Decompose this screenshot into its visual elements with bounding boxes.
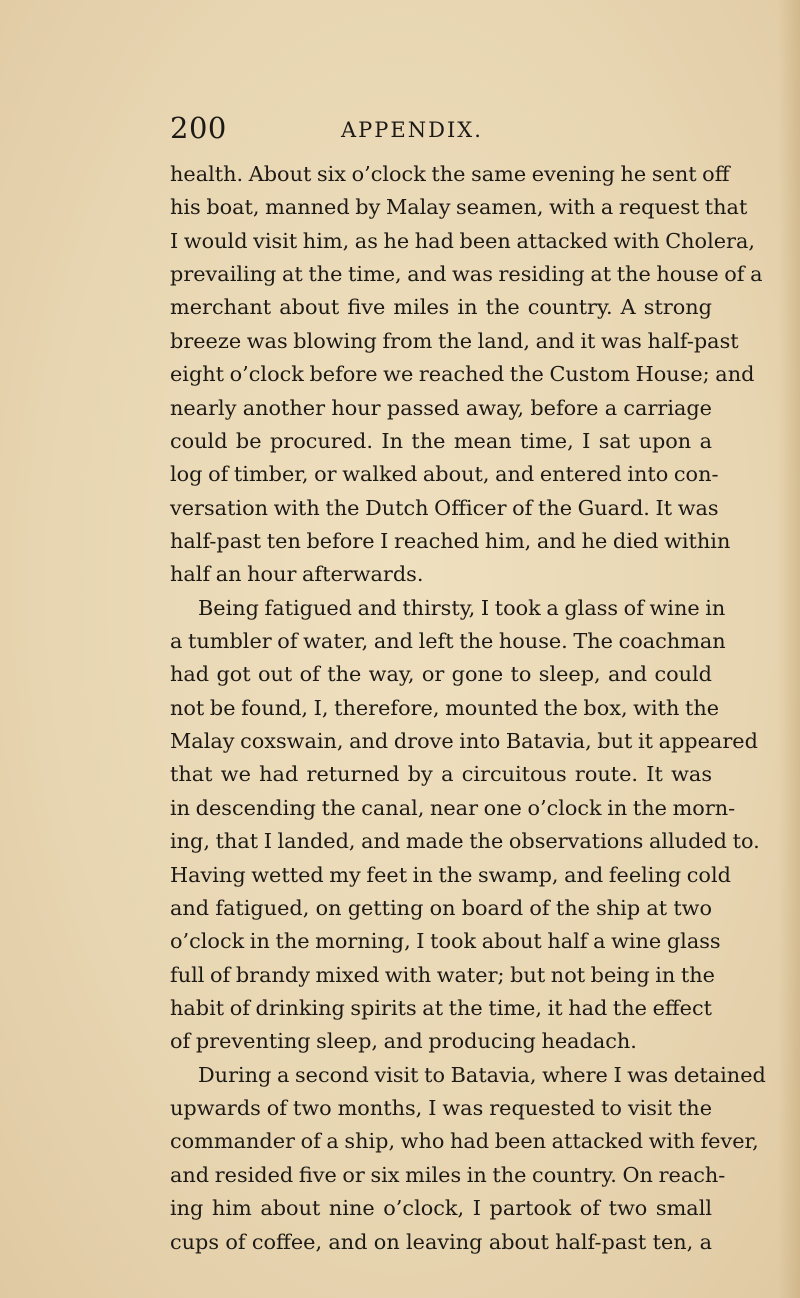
text-line: versation with the Dutch Officer of the Guard. It was [170, 495, 719, 520]
text-line: eight o’clock before we reached the Custom House; and [170, 362, 755, 387]
running-head: APPENDIX. [341, 118, 483, 142]
text-line: I would visit him, as he had been attacked with Cholera, [170, 228, 755, 253]
text-line: commander of a ship, who had been attacked with fever, [170, 1129, 759, 1154]
text-line: of preventing sleep, and producing headach. [170, 1029, 637, 1054]
text-line: in descending the canal, near one o’clock in the morn- [170, 795, 736, 820]
text-line: merchant about five miles in the country. A strong [170, 295, 712, 320]
text-line: his boat, manned by Malay seamen, with a request that [170, 195, 748, 220]
text-line: health. About six o’clock the same evening he sent off [170, 162, 730, 186]
text-line: Being fatigued and thirsty, I took a glass of wine in [198, 595, 726, 620]
text-line: During a second visit to Batavia, where I was detained [198, 1062, 766, 1087]
page-edge-shadow [778, 0, 800, 1298]
text-line: not be found, I, therefore, mounted the box, with the [170, 695, 720, 720]
text-line: that we had returned by a circuitous route. It was [170, 762, 712, 787]
text-line: Malay coxswain, and drove into Batavia, but it appeared [170, 729, 758, 754]
text-line: had got out of the way, or gone to sleep, and could [170, 662, 712, 687]
text-line: a tumbler of water, and left the house. The coachman [170, 629, 726, 654]
text-line: ing, that I landed, and made the observations alluded to. [170, 829, 760, 854]
text-line: could be procured. In the mean time, I sat upon a [170, 428, 712, 453]
text-line: habit of drinking spirits at the time, it had the effect [170, 995, 712, 1020]
text-line: o’clock in the morning, I took about half a wine glass [170, 929, 721, 954]
text-line: nearly another hour passed away, before a carriage [170, 395, 712, 420]
body-text [170, 158, 766, 1259]
text-line: breeze was blowing from the land, and it was half-past [170, 328, 739, 353]
text-line: and fatigued, on getting on board of the ship at two [170, 895, 712, 920]
text-line: Having wetted my feet in the swamp, and feeling cold [170, 862, 731, 887]
text-line: cups of coffee, and on leaving about half-past ten, a [170, 1229, 712, 1254]
text-line: full of brandy mixed with water; but not being in the [170, 962, 715, 987]
text-line: ing him about nine o’clock, I partook of two small [170, 1196, 712, 1221]
text-line: prevailing at the time, and was residing at the house of a [170, 262, 763, 287]
text-line: half-past ten before I reached him, and he died within [170, 528, 731, 553]
text-line: upwards of two months, I was requested to visit the [170, 1096, 712, 1121]
page-number: 200 [170, 111, 227, 145]
text-line: and resided five or six miles in the country. On reach- [170, 1162, 726, 1187]
text-line: log of timber, or walked about, and entered into con- [170, 462, 719, 487]
text-line: half an hour afterwards. [170, 562, 424, 587]
